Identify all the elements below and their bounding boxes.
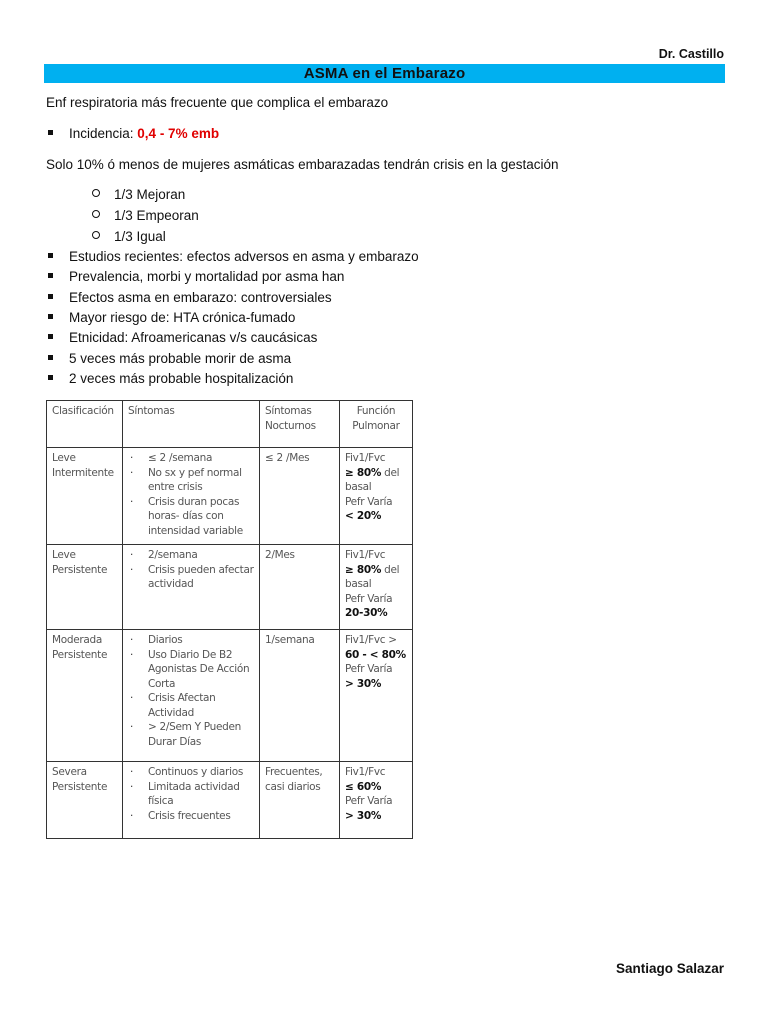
list-item-text: Etnicidad: Afroamericanas v/s caucásicas <box>69 330 318 345</box>
sub-item-text: 1/3 Igual <box>114 229 166 244</box>
header-nocturnos: Síntomas Nocturnos <box>260 401 340 448</box>
table-row <box>47 762 413 839</box>
header-clasificacion: Clasificación <box>47 401 123 448</box>
funcion-ratio: Fiv1/Fvc <box>345 766 386 778</box>
square-bullet-icon <box>48 314 53 319</box>
funcion-variation: < 20% <box>345 510 382 522</box>
table-row <box>47 630 413 762</box>
funcion-ratio: Fiv1/Fvc <box>345 452 386 464</box>
funcion-threshold: 60 - < 80% <box>345 648 406 661</box>
list-item <box>46 310 295 325</box>
symptom-item: · Crisis frecuentes <box>128 809 254 824</box>
square-bullet-icon <box>48 273 53 278</box>
cell-clasificacion: Moderada Persistente <box>47 630 123 762</box>
cell-clasificacion: Leve Persistente <box>47 545 123 630</box>
list-item-text: Mayor riesgo de: HTA crónica-fumado <box>69 310 296 325</box>
square-bullet-icon <box>48 294 53 299</box>
symptom-item: · Crisis Afectan Actividad <box>128 691 254 720</box>
funcion-variation: 20-30% <box>345 607 388 619</box>
table-row <box>47 545 413 630</box>
cell-funcion <box>340 762 413 839</box>
author-name: Dr. Castillo <box>658 47 724 61</box>
cell-clasificacion: Leve Intermitente <box>47 448 123 545</box>
list-item-text: 5 veces más probable morir de asma <box>69 351 292 366</box>
list-item-text: 2 veces más probable hospitalización <box>69 371 294 386</box>
sub-list-item <box>92 208 199 223</box>
circle-bullet-icon <box>92 189 100 197</box>
cell-funcion <box>340 545 413 630</box>
incidence-value: 0,4 - 7% emb <box>137 126 220 141</box>
list-item <box>46 330 317 345</box>
cell-funcion <box>340 630 413 762</box>
funcion-pefr: Pefr Varía <box>345 663 393 675</box>
cell-sintomas <box>123 448 260 545</box>
asthma-classification-table <box>46 400 413 839</box>
crisis-text: Solo 10% ó menos de mujeres asmáticas embarazadas tendrán crisis en la gestación <box>46 157 559 172</box>
symptom-item: · Diarios <box>128 633 254 648</box>
funcion-threshold: ≤ 60% <box>345 780 382 793</box>
document-title: ASMA en el Embarazo <box>303 65 466 82</box>
cell-nocturnos: 1/semana <box>260 630 340 762</box>
list-item <box>46 371 293 386</box>
list-item-text: Efectos asma en embarazo: controversiales <box>69 290 332 305</box>
symptom-item: · No sx y pef normal entre crisis <box>128 466 254 495</box>
sub-item-text: 1/3 Empeoran <box>114 208 199 223</box>
cell-nocturnos: ≤ 2 /Mes <box>260 448 340 545</box>
list-item <box>46 249 419 264</box>
sub-list-item <box>92 187 185 202</box>
table-header-row <box>47 401 413 448</box>
symptom-item: · Crisis pueden afectar actividad <box>128 563 254 592</box>
funcion-variation: > 30% <box>345 677 382 690</box>
square-bullet-icon <box>48 375 53 380</box>
header-sintomas: Síntomas <box>123 401 260 448</box>
circle-bullet-icon <box>92 231 100 239</box>
incidence-label: Incidencia: <box>69 126 138 141</box>
symptom-item: · 2/semana <box>128 548 254 563</box>
square-bullet-icon <box>48 334 53 339</box>
list-item-text: Estudios recientes: efectos adversos en asma y embarazo <box>69 249 419 264</box>
intro-text: Enf respiratoria más frecuente que complica el embarazo <box>46 95 389 110</box>
funcion-basal: del basal <box>345 563 400 590</box>
list-item <box>46 290 332 305</box>
symptom-item: · ≤ 2 /semana <box>128 451 254 466</box>
cell-funcion <box>340 448 413 545</box>
cell-sintomas <box>123 630 260 762</box>
cell-sintomas <box>123 545 260 630</box>
square-bullet-icon <box>48 130 53 135</box>
list-item <box>46 269 344 284</box>
funcion-pefr: Pefr Varía <box>345 592 393 605</box>
circle-bullet-icon <box>92 210 100 218</box>
incidence-bullet <box>46 126 219 141</box>
funcion-ratio: Fiv1/Fvc > <box>345 634 397 646</box>
funcion-threshold: ≥ 80% <box>345 466 382 479</box>
funcion-variation: > 30% <box>345 809 382 822</box>
funcion-ratio: Fiv1/Fvc <box>345 549 386 561</box>
table-row <box>47 448 413 545</box>
cell-nocturnos: 2/Mes <box>260 545 340 630</box>
cell-nocturnos: Frecuentes, casi diarios <box>260 762 340 839</box>
square-bullet-icon <box>48 355 53 360</box>
funcion-pefr: Pefr Varía <box>345 795 393 807</box>
symptom-item: · > 2/Sem Y Pueden Durar Días <box>128 720 254 749</box>
symptom-item: · Continuos y diarios <box>128 765 254 780</box>
list-item <box>46 351 291 366</box>
symptom-item: · Limitada actividad física <box>128 780 254 809</box>
cell-sintomas <box>123 762 260 839</box>
square-bullet-icon <box>48 253 53 258</box>
symptom-item: · Uso Diario De B2 Agonistas De Acción Corta <box>128 648 254 692</box>
symptom-item: · Crisis duran pocas horas- días con intensidad variable <box>128 495 254 539</box>
funcion-threshold: ≥ 80% <box>345 563 382 576</box>
list-item-text: Prevalencia, morbi y mortalidad por asma han <box>69 269 345 284</box>
funcion-basal: del basal <box>345 466 400 493</box>
header-funcion: Función Pulmonar <box>340 401 413 448</box>
sub-list-item <box>92 229 166 244</box>
footer-author: Santiago Salazar <box>615 961 724 976</box>
funcion-pefr: Pefr Varía <box>345 495 393 508</box>
title-bar <box>44 64 725 83</box>
sub-item-text: 1/3 Mejoran <box>114 187 186 202</box>
cell-clasificacion: Severa Persistente <box>47 762 123 839</box>
